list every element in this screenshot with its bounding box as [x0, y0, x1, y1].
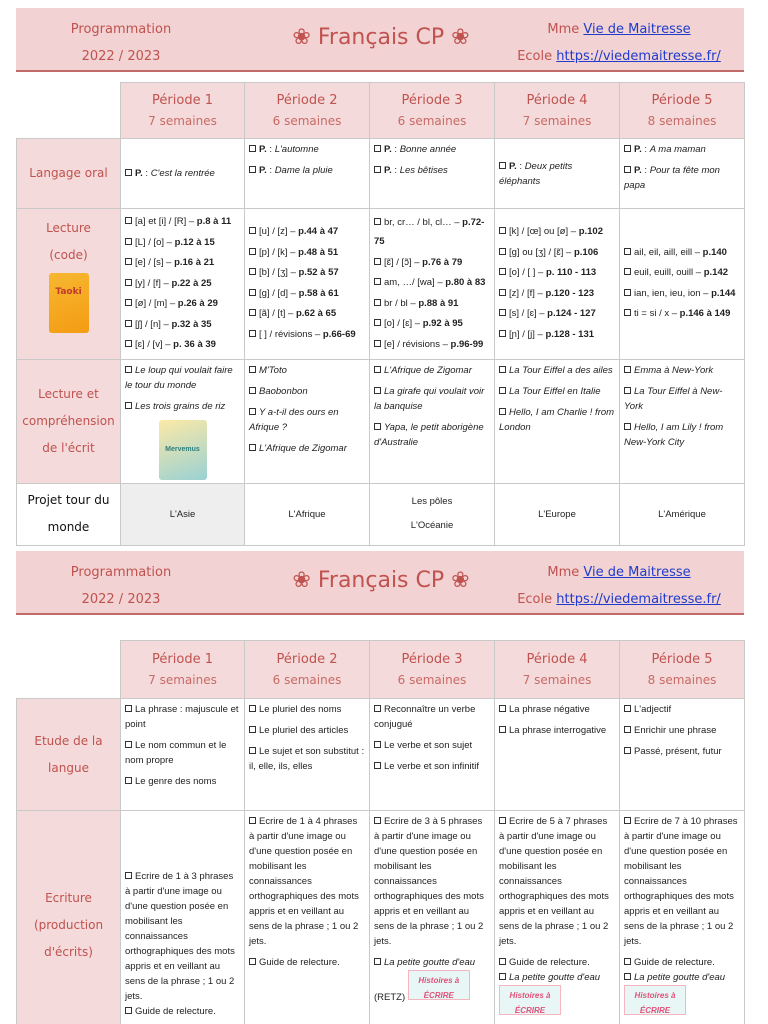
teacher-link[interactable]: Vie de Maitresse: [583, 565, 691, 580]
checkbox-icon: [249, 705, 256, 712]
checkbox-icon: [374, 299, 381, 306]
header-programmation: Programmation: [70, 565, 172, 580]
checkbox-icon: [249, 227, 256, 234]
lecture-p5: ail, eil, aill, eill – p.140 euil, euill, ouill – p.142 ian, ien, ieu, ion – p.144 ti = si / x – p.146 à 149: [620, 209, 745, 360]
checkbox-icon: [624, 268, 631, 275]
ecriture-p3: Ecrire de 3 à 5 phrases à partir d'une image ou d'une question posée en mobilisant les connaissances orthographiques des mots appris et en veillant au sens de la phrase ; 1 ou 2 jets. La petite goutte d'eau (RETZ) Histoires à ÉCRIRE: [370, 811, 495, 1024]
row-projet: [17, 483, 745, 545]
checkbox-icon: [624, 705, 631, 712]
checkbox-icon: [499, 289, 506, 296]
checkbox-icon: [374, 166, 381, 173]
etude-p1: La phrase : majuscule et point Le nom commun et le nom propre Le genre des noms: [121, 699, 245, 811]
flourish-right-icon: ❀: [451, 568, 470, 593]
page1-header: [16, 8, 744, 72]
lecture-p3: br, cr… / bl, cl… – p.72-75 [ɛ̃] / [ɔ̃] – p.76 à 79 am, …/ [wa] – p.80 à 83 br / bl – p.88 à 91 [o] / [ɛ] – p.92 à 95 [e] / révisions – p.96-99: [370, 209, 495, 360]
ecriture-p1: Ecrire de 1 à 3 phrases à partir d'une image ou d'une question posée en mobilisant les connaissances orthographiques des mots appris et en veillant au sens de la phrase ; 1 ou 2 jets. Guide de relecture.: [121, 811, 245, 1024]
checkbox-icon: [499, 162, 506, 169]
checkbox-icon: [249, 387, 256, 394]
checkbox-icon: [249, 747, 256, 754]
checkbox-icon: [624, 958, 631, 965]
checkbox-icon: [249, 958, 256, 965]
row-langage-oral: [17, 139, 745, 209]
page-title: Français CP: [317, 25, 445, 50]
checkbox-icon: [249, 817, 256, 824]
lecture-p4: [k] / [œ] ou [ø] – p.102 [g] ou [ʒ] / [ɛ̃] – p.106 [o] / [ ] – p. 110 - 113 [z] / [f] – p.120 - 123 [s] / [ɛ] – p.124 - 127 [ɲ] / [j] – p.128 - 131: [495, 209, 620, 360]
checkbox-icon: [249, 145, 256, 152]
period-2-header: Période 2 6 semaines: [245, 641, 370, 699]
corner-cell: [17, 83, 121, 139]
checkbox-icon: [125, 777, 132, 784]
page-title: Français CP: [317, 568, 445, 593]
flourish-left-icon: ❀: [292, 25, 311, 50]
checkbox-icon: [624, 747, 631, 754]
checkbox-icon: [249, 330, 256, 337]
checkbox-icon: [499, 366, 506, 373]
checkbox-icon: [249, 366, 256, 373]
period-header-row: [17, 83, 745, 139]
checkbox-icon: [499, 958, 506, 965]
histoires-book-image: Histoires à ÉCRIRE: [499, 985, 561, 1015]
checkbox-icon: [499, 268, 506, 275]
histoires-book-image: Histoires à ÉCRIRE: [624, 985, 686, 1015]
projet-p3: Les pôles L'Océanie: [370, 483, 495, 545]
oral-p3: P. : Bonne année P. : Les bêtises: [370, 139, 495, 209]
ecriture-p2: Ecrire de 1 à 4 phrases à partir d'une image ou d'une question posée en mobilisant les connaissances orthographiques des mots appris et en veillant au sens de la phrase ; 1 ou 2 jets. Guide de relecture.: [245, 811, 370, 1024]
checkbox-icon: [125, 299, 132, 306]
checkbox-icon: [499, 309, 506, 316]
checkbox-icon: [125, 258, 132, 265]
checkbox-icon: [624, 423, 631, 430]
ecriture-p5: Ecrire de 7 à 10 phrases à partir d'une image ou d'une question posée en mobilisant les connaissances orthographiques des mots appris et en veillant au sens de la phrase ; 1 ou 2 jets. Guide de relecture. La petite goutte d'eau Histoires à ÉCRIRE: [620, 811, 745, 1024]
row-ecriture: [17, 811, 745, 1024]
header-year: 2022 / 2023: [81, 592, 161, 607]
checkbox-icon: [624, 309, 631, 316]
comprehension-p1: Le loup qui voulait faire le tour du monde Les trois grains de riz Mervemus: [121, 359, 245, 483]
period-4-header: Période 4 7 semaines: [495, 83, 620, 139]
header-programmation: Programmation: [70, 22, 172, 37]
checkbox-icon: [624, 973, 631, 980]
lecture-p2: [u] / [z] – p.44 à 47 [p] / [k] – p.48 à 51 [b] / [ʒ] – p.52 à 57 [g] / [d] – p.58 à 61 [ã] / [t] – p.62 à 65 [ ] / révisions – p.66-69: [245, 209, 370, 360]
etude-p2: Le pluriel des noms Le pluriel des articles Le sujet et son substitut : il, elle, ils, elles: [245, 699, 370, 811]
page2-header: [16, 551, 744, 615]
checkbox-icon: [374, 258, 381, 265]
checkbox-icon: [374, 218, 381, 225]
checkbox-icon: [125, 279, 132, 286]
period-3-header: Période 3 6 semaines: [370, 641, 495, 699]
row-comprehension: [17, 359, 745, 483]
period-4-header: Période 4 7 semaines: [495, 641, 620, 699]
checkbox-icon: [125, 872, 132, 879]
projet-p5: L'Amérique: [620, 483, 745, 545]
mervemus-book-image: Mervemus: [159, 420, 207, 480]
checkbox-icon: [125, 366, 132, 373]
flourish-left-icon: ❀: [292, 568, 311, 593]
checkbox-icon: [499, 248, 506, 255]
checkbox-icon: [374, 145, 381, 152]
etude-p5: L'adjectif Enrichir une phrase Passé, présent, futur: [620, 699, 745, 811]
page1-table: [16, 82, 745, 546]
checkbox-icon: [374, 278, 381, 285]
checkbox-icon: [624, 145, 631, 152]
period-5-header: Période 5 8 semaines: [620, 641, 745, 699]
checkbox-icon: [249, 166, 256, 173]
comprehension-p4: La Tour Eiffel a des ailes La Tour Eiffel en Italie Hello, I am Charlie ! from London: [495, 359, 620, 483]
rowhead-langage-oral: Langage oral: [17, 139, 121, 209]
checkbox-icon: [624, 248, 631, 255]
checkbox-icon: [125, 169, 132, 176]
oral-p5: P. : A ma maman P. : Pour ta fête mon papa: [620, 139, 745, 209]
period-2-header: Période 2 6 semaines: [245, 83, 370, 139]
teacher-prefix: Mme: [547, 22, 580, 37]
header-right: [494, 16, 744, 70]
corner-cell: [17, 641, 121, 699]
histoires-book-image: Histoires à ÉCRIRE: [408, 970, 470, 1000]
rowhead-projet: Projet tour du monde: [17, 483, 121, 545]
header-title: [266, 18, 496, 58]
lecture-p1: [a] et [i] / [R] – p.8 à 11 [L] / [o] – p.12 à 15 [e] / [s] – p.16 à 21 [y] / [f] – p.22 à 25 [ø] / [m] – p.26 à 29 [ʃ] / [n] – p.32 à 35 [ɛ] / [v] – p. 36 à 39: [121, 209, 245, 360]
checkbox-icon: [499, 973, 506, 980]
checkbox-icon: [499, 705, 506, 712]
flourish-right-icon: ❀: [451, 25, 470, 50]
checkbox-icon: [374, 387, 381, 394]
checkbox-icon: [125, 705, 132, 712]
teacher-link[interactable]: Vie de Maitresse: [583, 22, 691, 37]
checkbox-icon: [499, 817, 506, 824]
checkbox-icon: [374, 741, 381, 748]
checkbox-icon: [374, 340, 381, 347]
etude-p4: La phrase négative La phrase interrogative: [495, 699, 620, 811]
projet-p1: L'Asie: [121, 483, 245, 545]
checkbox-icon: [249, 289, 256, 296]
period-1-header: Période 1 7 semaines: [121, 83, 245, 139]
checkbox-icon: [125, 238, 132, 245]
comprehension-p5: Emma à New-York La Tour Eiffel à New-York Hello, I am Lily ! from New-York City: [620, 359, 745, 483]
rowhead-ecriture: Ecriture (production d'écrits): [17, 811, 121, 1024]
checkbox-icon: [624, 366, 631, 373]
checkbox-icon: [374, 423, 381, 430]
period-3-header: Période 3 6 semaines: [370, 83, 495, 139]
ecole-prefix: Ecole: [517, 592, 553, 607]
rowhead-etude: Etude de la langue: [17, 699, 121, 811]
header-year: 2022 / 2023: [81, 49, 161, 64]
checkbox-icon: [125, 340, 132, 347]
checkbox-icon: [624, 289, 631, 296]
taoki-book-image: Taoki: [49, 273, 89, 333]
checkbox-icon: [249, 444, 256, 451]
comprehension-p3: L'Afrique de Zigomar La girafe qui voulait voir la banquise Yapa, le petit aborigène d'Australie: [370, 359, 495, 483]
checkbox-icon: [125, 1007, 132, 1014]
oral-p1: P. : C'est la rentrée: [121, 139, 245, 209]
checkbox-icon: [624, 166, 631, 173]
oral-p2: P. : L'automne P. : Dame la pluie: [245, 139, 370, 209]
header-right: [494, 559, 744, 613]
checkbox-icon: [249, 726, 256, 733]
checkbox-icon: [249, 408, 256, 415]
period-5-header: Période 5 8 semaines: [620, 83, 745, 139]
page2-table: [16, 640, 745, 1024]
ecole-prefix: Ecole: [517, 49, 553, 64]
checkbox-icon: [374, 958, 381, 965]
checkbox-icon: [624, 817, 631, 824]
checkbox-icon: [499, 408, 506, 415]
etude-p3: Reconnaître un verbe conjugué Le verbe et son sujet Le verbe et son infinitif: [370, 699, 495, 811]
ecole-link[interactable]: https://viedemaitresse.fr/: [556, 592, 721, 607]
checkbox-icon: [374, 705, 381, 712]
checkbox-icon: [374, 319, 381, 326]
row-etude-langue: [17, 699, 745, 811]
checkbox-icon: [249, 268, 256, 275]
comprehension-p2: M'Toto Baobonbon Y a-t-il des ours en Afrique ? L'Afrique de Zigomar: [245, 359, 370, 483]
checkbox-icon: [374, 366, 381, 373]
checkbox-icon: [249, 248, 256, 255]
row-lecture-code: [17, 209, 745, 360]
checkbox-icon: [624, 726, 631, 733]
projet-p2: L'Afrique: [245, 483, 370, 545]
period-header-row: [17, 641, 745, 699]
rowhead-comprehension: Lecture et compréhension de l'écrit: [17, 359, 121, 483]
projet-p4: L'Europe: [495, 483, 620, 545]
teacher-prefix: Mme: [547, 565, 580, 580]
ecole-link[interactable]: https://viedemaitresse.fr/: [556, 49, 721, 64]
checkbox-icon: [125, 217, 132, 224]
header-left: [16, 559, 226, 613]
checkbox-icon: [125, 741, 132, 748]
checkbox-icon: [624, 387, 631, 394]
checkbox-icon: [374, 817, 381, 824]
checkbox-icon: [249, 309, 256, 316]
oral-p4: P. : Deux petits éléphants: [495, 139, 620, 209]
rowhead-lecture: Lecture (code) Taoki: [17, 209, 121, 360]
checkbox-icon: [499, 330, 506, 337]
checkbox-icon: [125, 402, 132, 409]
period-1-header: Période 1 7 semaines: [121, 641, 245, 699]
checkbox-icon: [499, 726, 506, 733]
checkbox-icon: [499, 227, 506, 234]
checkbox-icon: [499, 387, 506, 394]
checkbox-icon: [374, 762, 381, 769]
ecriture-p4: Ecrire de 5 à 7 phrases à partir d'une image ou d'une question posée en mobilisant les connaissances orthographiques des mots appris et en veillant au sens de la phrase ; 1 ou 2 jets. Guide de relecture. La petite goutte d'eau Histoires à ÉCRIRE: [495, 811, 620, 1024]
header-title: [266, 561, 496, 601]
header-left: [16, 16, 226, 70]
checkbox-icon: [125, 320, 132, 327]
